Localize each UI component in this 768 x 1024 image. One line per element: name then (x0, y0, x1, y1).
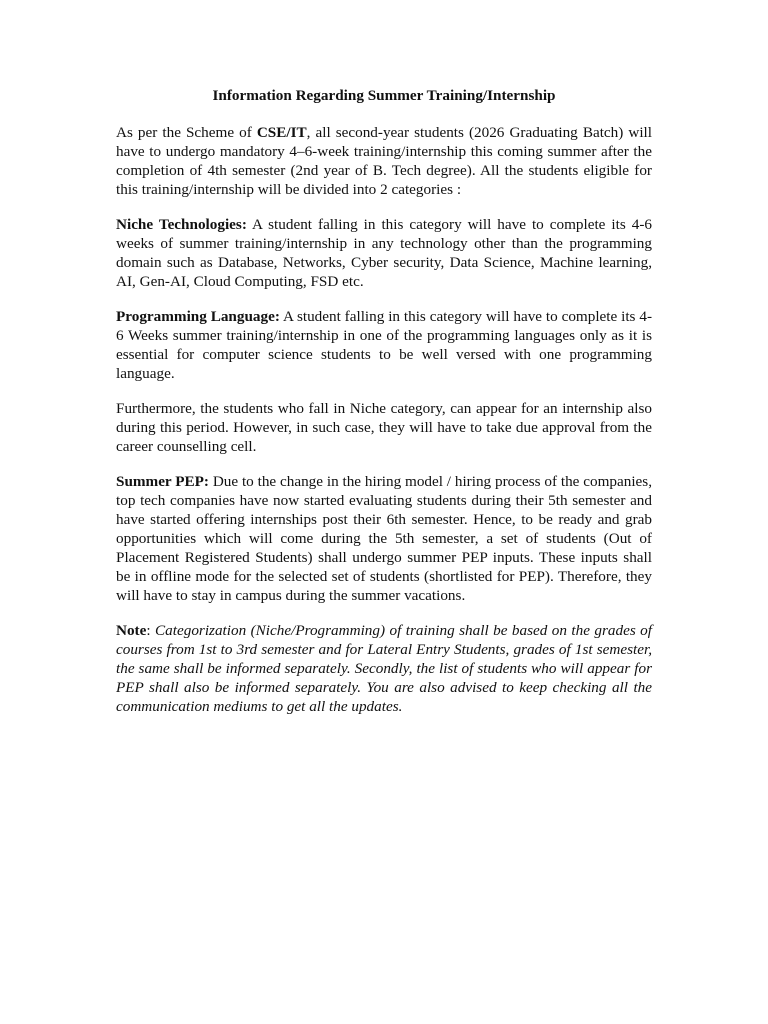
niche-text: A student falling in this category will have to complete its 4-6 weeks of summer training/internship in any technology other than the programming domain such as Database, Networks, Cyber security, Data Science, Machine learning, AI, Gen-AI, Cloud Computing, FSD etc. (116, 216, 652, 290)
pep-paragraph (116, 472, 652, 605)
programming-paragraph (116, 307, 652, 383)
intro-paragraph (116, 123, 652, 199)
programming-heading: Programming Language: (116, 308, 280, 325)
note-heading: Note (116, 622, 147, 639)
niche-paragraph (116, 215, 652, 291)
niche-heading: Niche Technologies: (116, 216, 247, 233)
note-text: Categorization (Niche/Programming) of training shall be based on the grades of courses from 1st to 3rd semester and for Lateral Entry Students, grades of 1st semester, the same shall be informed separately. Secondly, the list of students who will appear for PEP shall also be informed separately. You are also advised to keep checking all the communication mediums to get all the updates. (116, 622, 652, 715)
intro-text-after: , all second-year students (2026 Graduating Batch) will have to undergo mandatory 4–6-week training/internship this coming summer after the completion of 4th semester (2nd year of B. Tech degree). All the students eligible for this training/internship will be divided into 2 categories : (116, 124, 652, 198)
pep-heading: Summer PEP: (116, 473, 209, 490)
programming-text: A student falling in this category will have to complete its 4-6 Weeks summer training/internship in one of the programming languages only as it is essential for computer science students to be well versed with one programming language. (116, 308, 652, 382)
note-paragraph (116, 621, 652, 716)
intro-scheme-bold: CSE/IT (256, 124, 307, 141)
note-colon: : (146, 622, 156, 639)
intro-text-before: As per the Scheme of (116, 124, 257, 141)
pep-text: Due to the change in the hiring model / hiring process of the companies, top tech companies have now started evaluating students during their 5th semester and have started offering internships post their 6th semester. Hence, to be ready and grab opportunities which will come during the 5th semester, a set of students (Out of Placement Registered Students) shall undergo summer PEP inputs. These inputs shall be in offline mode for the selected set of students (shortlisted for PEP). Therefore, they will have to stay in campus during the summer vacations. (116, 473, 652, 604)
document-page (116, 86, 652, 732)
furthermore-paragraph: Furthermore, the students who fall in Niche category, can appear for an internship also during this period. However, in such case, they will have to take due approval from the career counselling cell. (116, 400, 652, 455)
document-title: Information Regarding Summer Training/Internship (212, 87, 556, 104)
